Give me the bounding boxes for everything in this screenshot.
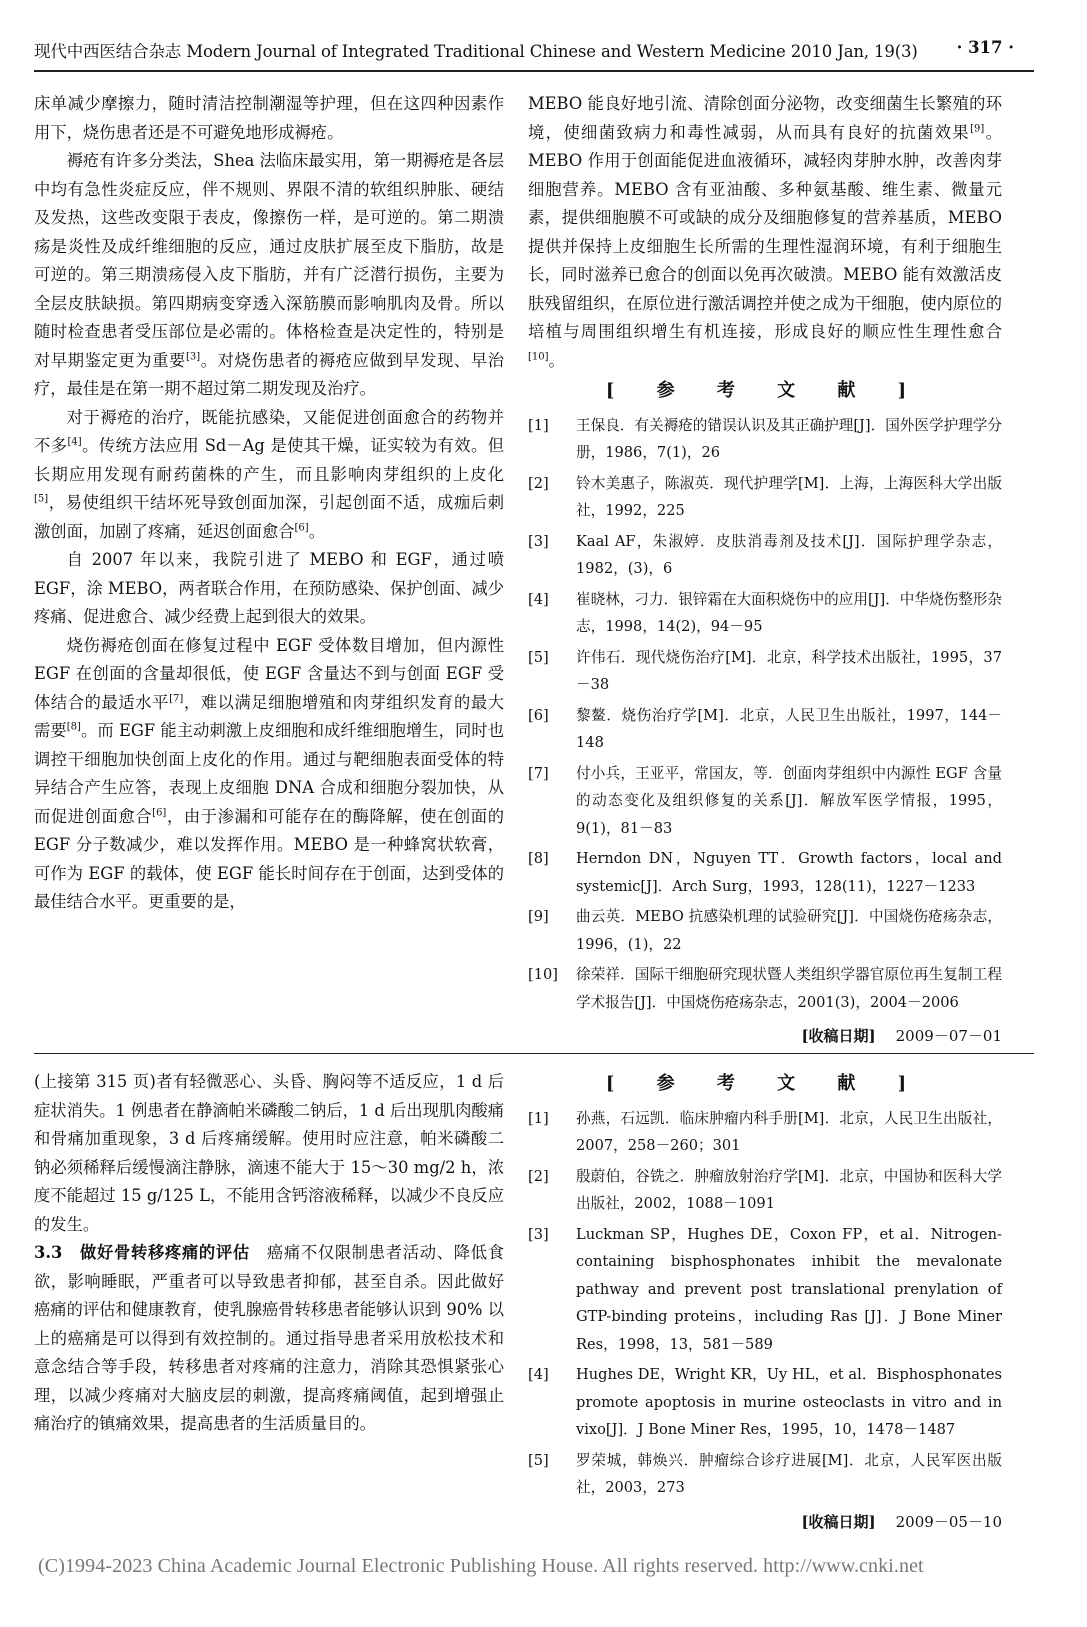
journal-header: 现代中西医结合杂志 Modern Journal of Integrated Traditional Chinese and Western Medicine 2010 Jan, 19(3): [34, 42, 918, 61]
received-date: [收稿日期] 2009－05－10: [801, 1512, 1002, 1531]
references-heading: [ 参 考 文 献 ]: [605, 380, 925, 401]
paragraph: 床单减少摩擦力，随时清洁控制潮湿等护理，但在这四种因素作用下，烧伤患者还是不可避免地形成褥疮。: [34, 94, 504, 142]
reference-item: [528, 586, 1002, 641]
reference-item: [528, 1163, 1002, 1218]
article-divider: [34, 1053, 1034, 1054]
reference-text: Kaal AF，朱淑婷．皮肤消毒剂及技术[J]．国际护理学杂志，1982，(3)，6: [576, 532, 1002, 577]
reference-item: [528, 470, 1002, 525]
reference-number: [5]: [528, 1451, 549, 1469]
reference-number: [3]: [528, 532, 549, 550]
left-column-top: [34, 90, 504, 917]
paragraph: 自 2007 年以来，我院引进了 MEBO 和 EGF，通过喷 EGF，涂 MEBO，两者联合作用，在预防感染、保护创面、减少疼痛、促进愈合、减少经费上起到很大的效果。: [34, 550, 505, 626]
citation[interactable]: [10]: [528, 351, 549, 363]
reference-text: 殷蔚伯，谷铣之．肿瘤放射治疗学[M]．北京，中国协和医科大学出版社，2002，1088－1091: [576, 1167, 1002, 1212]
paragraph: 对于褥疮的治疗，既能抗感染，又能促进创面愈合的药物并不多[4]。传统方法应用 Sd－Ag 是使其干燥，证实较为有效。但长期应用发现有耐药菌株的产生，而且影响肉芽组织的上皮化[5]，易使组织干结坏死导致创面加深，引起创面不适，成痂后刺激创面，加剧了疼痛，延迟创面愈合[6]。: [34, 407, 504, 541]
reference-text: Herndon DN，Nguyen TT．Growth factors，local and systemic[J]．Arch Surg，1993，128(11)，1227－1233: [576, 850, 1002, 895]
reference-number: [7]: [528, 764, 549, 782]
paragraph: 烧伤褥疮创面在修复过程中 EGF 受体数目增加，但内源性 EGF 在创面的含量却很低，使 EGF 含量达不到与创面 EGF 受体结合的最适水平[7]，难以满足细胞增殖和肉芽组织发育的最大需要[8]。而 EGF 能主动刺激上皮细胞和成纤维细胞增生，同时也调控干细胞加快创面上皮化的作用。通过与靶细胞表面受体的特异结合产生应答，表现上皮细胞 DNA 合成和细胞分裂加快，从而促进创面愈合[6]，由于渗漏和可能存在的酶降解，使在创面的 EGF 分子数减少，难以发挥作用。MEBO 是一种蜂窝状软膏，可作为 EGF 的载体，使 EGF 能长时间存在于创面，达到受体的最佳结合水平。更重要的是，: [34, 635, 504, 911]
reference-text: 许伟石．现代烧伤治疗[M]．北京，科学技术出版社，1995，37－38: [576, 648, 1002, 693]
reference-list: [528, 1105, 1002, 1502]
reference-number: [1]: [528, 416, 549, 434]
reference-list: [528, 412, 1002, 1017]
reference-text: 曲云英．MEBO 抗感染机理的试验研究[J]．中国烧伤疮疡杂志，1996，(1)，22: [576, 908, 1002, 953]
reference-text: 黎鳌．烧伤治疗学[M]．北京，人民卫生出版社，1997，144－148: [576, 706, 1002, 751]
reference-item: [528, 412, 1002, 467]
reference-number: [6]: [528, 706, 549, 724]
reference-number: [4]: [528, 590, 549, 608]
reference-text: 崔晓林，刁力．银锌霜在大面积烧伤中的应用[J]．中华烧伤整形杂志，1998，14(2)，94－95: [576, 590, 1002, 635]
reference-item: [528, 1361, 1002, 1444]
left-column-bottom: [34, 1068, 504, 1439]
right-column-top: [528, 90, 1002, 1051]
paragraph: 褥疮有许多分类法，Shea 法临床最实用，第一期褥疮是各层中均有急性炎症反应，伴不规则、界限不清的软组织肿胀、硬结及发热，这些改变限于表皮，像擦伤一样，是可逆的。第二期溃疡是炎性及成纤维细胞的反应，通过皮肤扩展至皮下脂肪，故是可逆的。第三期溃疡侵入皮下脂肪，并有广泛潜行损伤，主要为全层皮肤缺损。第四期病变穿透入深筋膜而影响肌肉及骨。所以随时检查患者受压部位是必需的。体格检查是决定性的，特别是对早期鉴定更为重要[3]。对烧伤患者的褥疮应做到早发现、早治疗，最佳是在第一期不超过第二期发现及治疗。: [34, 151, 504, 398]
paragraph: 3.3 做好骨转移疼痛的评估 癌痛不仅限制患者活动、降低食欲，影响睡眠，严重者可以导致患者抑郁，甚至自杀。因此做好癌痛的评估和健康教育，使乳腺癌骨转移患者能够认识到 90% 以上的癌痛是可以得到有效控制的。通过指导患者采用放松技术和意念结合等手段，转移患者对疼痛的注意力，消除其恐惧紧张心理，以减少疼痛对大脑皮层的刺激，提高疼痛阈值，起到增强止痛治疗的镇痛效果，提高患者的生活质量目的。: [34, 1243, 504, 1433]
reference-item: [528, 644, 1002, 699]
reference-text: 王保良．有关褥疮的错误认识及其正确护理[J]．国外医学护理学分册，1986，7(1)，26: [576, 416, 1002, 461]
reference-text: Luckman SP，Hughes DE，Coxon FP，et al．Nitrogen-containing bisphosphonates inhibit the mevalonate pathway and prevent post translational prenylation of GTP-binding proteins，including Ras [J]．J Bone Miner Res，1998，13，581－589: [576, 1225, 1002, 1353]
reference-item: [528, 702, 1002, 757]
header-rule: [34, 70, 1034, 72]
reference-number: [2]: [528, 1167, 549, 1185]
reference-number: [4]: [528, 1366, 549, 1383]
reference-item: [528, 1447, 1002, 1502]
reference-item: [528, 1221, 1002, 1359]
reference-number: [8]: [528, 850, 549, 867]
reference-number: [2]: [528, 474, 549, 492]
citation[interactable]: [6]: [152, 807, 167, 819]
reference-number: [10]: [528, 966, 558, 983]
reference-number: [9]: [528, 908, 549, 925]
paragraph: (上接第 315 页)者有轻微恶心、头昏、胸闷等不适反应，1 d 后症状消失。1 例患者在静滴帕米磷酸二钠后，1 d 后出现肌肉酸痛和骨痛加重现象，3 d 后疼痛缓解。使用时应注意，帕米磷酸二钠必须稀释后缓慢滴注静脉，滴速不能大于 15～30 mg/2 h，浓度不能超过 15 g/125 L，不能用含钙溶液稀释，以减少不良反应的发生。: [34, 1072, 504, 1234]
citation[interactable]: [7]: [169, 693, 184, 705]
reference-number: [1]: [528, 1109, 549, 1127]
reference-item: [528, 528, 1002, 583]
citation[interactable]: [9]: [970, 123, 985, 135]
reference-item: [528, 961, 1002, 1016]
reference-number: [3]: [528, 1225, 549, 1243]
reference-text: 付小兵，王亚平，常国友，等．创面肉芽组织中内源性 EGF 含量的动态变化及组织修复的关系[J]．解放军医学情报，1995，9(1)，81－83: [576, 764, 1002, 837]
reference-item: [528, 760, 1002, 843]
reference-item: [528, 903, 1002, 958]
citation[interactable]: [5]: [34, 493, 49, 505]
citation[interactable]: [8]: [66, 721, 81, 733]
citation[interactable]: [6]: [294, 522, 309, 534]
reference-text: 徐荣祥．国际干细胞研究现状暨人类组织学器官原位再生复制工程学术报告[J]．中国烧伤疮疡杂志，2001(3)，2004－2006: [576, 966, 1002, 1011]
section-heading: 3.3 做好骨转移疼痛的评估: [34, 1243, 250, 1262]
citation[interactable]: [4]: [67, 436, 82, 448]
copyright-footer: (C)1994-2023 China Academic Journal Electronic Publishing House. All rights reserved. http://www.cnki.net: [38, 1555, 924, 1577]
reference-number: [5]: [528, 648, 549, 666]
received-date: [收稿日期] 2009－07－01: [801, 1027, 1002, 1045]
reference-text: 孙燕，石远凯．临床肿瘤内科手册[M]．北京，人民卫生出版社，2007，258－260；301: [576, 1109, 1002, 1154]
paragraph: MEBO 能良好地引流、清除创面分泌物，改变细菌生长繁殖的环境，使细菌致病力和毒性减弱，从而具有良好的抗菌效果[9]。MEBO 作用于创面能促进血液循环，减轻肉芽肿水肿，改善肉芽细胞营养。MEBO 含有亚油酸、多种氨基酸、维生素、微量元素，提供细胞膜不可或缺的成分及细胞修复的营养基质，MEBO 提供并保持上皮细胞生长所需的生理性湿润环境，有利于细胞生长，同时滋养已愈合的创面以免再次破溃。MEBO 能有效激活皮肤残留组织，在原位进行激活调控并使之成为干细胞，使内原位的培植与周围组织增生有机连接，形成良好的顺应性生理性愈合[10]。: [528, 94, 1002, 370]
references-heading: [ 参 考 文 献 ]: [605, 1073, 925, 1094]
running-header: [34, 38, 1054, 66]
reference-item: [528, 845, 1002, 900]
right-column-bottom: [528, 1068, 1002, 1536]
citation[interactable]: [3]: [185, 351, 201, 363]
page-number: · 317 ·: [956, 38, 1014, 57]
reference-text: 罗荣城，韩焕兴．肿瘤综合诊疗进展[M]．北京，人民军医出版社，2003，273: [576, 1451, 1002, 1496]
reference-text: Hughes DE，Wright KR，Uy HL，et al．Bisphosphonates promote apoptosis in murine osteoclasts in vitro and in vixo[J]．J Bone Miner Res，1995，10，1478－1487: [576, 1366, 1002, 1438]
reference-text: 铃木美惠子，陈淑英．现代护理学[M]．上海，上海医科大学出版社，1992，225: [576, 474, 1002, 519]
reference-item: [528, 1105, 1002, 1160]
